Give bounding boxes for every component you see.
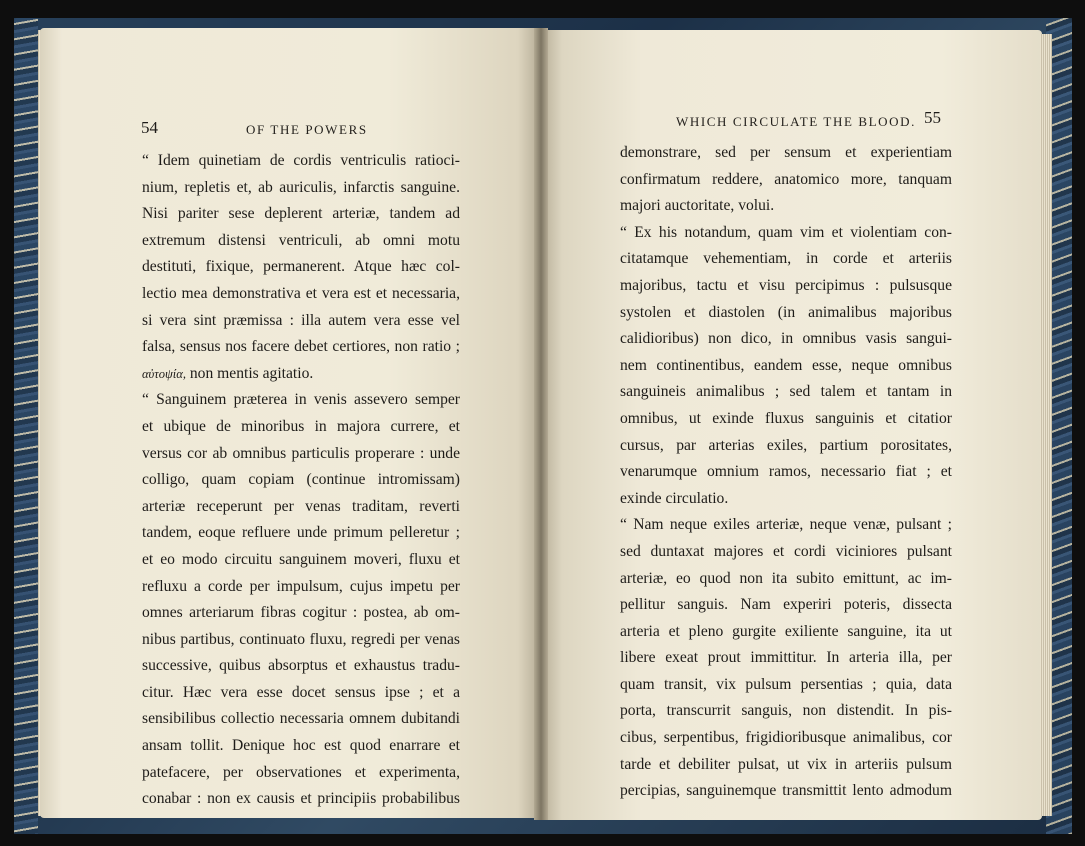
text-line xyxy=(142,653,460,680)
text-line-content: colligo, quam copiam (continue intromissam) xyxy=(142,471,460,489)
text-line xyxy=(620,167,952,194)
text-line-content: systolen et diastolen (in animalibus majoribus xyxy=(620,303,952,321)
text-line-content: percipias, sanguinemque transmittit lento admodum xyxy=(620,782,952,800)
text-line xyxy=(620,433,952,460)
text-line-content: non mentis agitatio. xyxy=(189,364,314,382)
text-line-content: falsa, sensus nos facere debet certiores, non ratio ; xyxy=(142,338,460,356)
text-line-content: pellitur sanguis. Nam experiri poteris, dissecta xyxy=(620,596,952,614)
text-line-content: omnibus, ut exinde fluxus sanguinis et citatior xyxy=(620,409,952,427)
text-line-content: “ Sanguinem præterea in venis assevero semper xyxy=(142,391,460,409)
page-text xyxy=(142,148,460,813)
text-line xyxy=(620,273,952,300)
text-line xyxy=(142,520,460,547)
text-line xyxy=(142,760,460,787)
text-line-content: arteria et pleno gurgite exiliente sanguine, ita ut xyxy=(620,622,952,640)
text-line xyxy=(620,672,952,699)
text-line-content: porta, transcurrit sanguis, non distendit. In pis- xyxy=(620,702,952,720)
text-line-content: “ Ex his notandum, quam vim et violentiam con- xyxy=(620,223,952,241)
book-gutter xyxy=(534,28,548,820)
page-text xyxy=(620,140,952,805)
text-line xyxy=(142,680,460,707)
text-line-content: refluxu a corde per impulsum, cujus impetu per xyxy=(142,577,460,595)
page-number: 54 xyxy=(141,118,158,137)
text-line xyxy=(620,725,952,752)
text-line xyxy=(620,619,952,646)
text-line-content: si vera sint præmissa : illa autem vera esse vel xyxy=(142,311,460,329)
text-line xyxy=(142,228,460,255)
text-line-content: citur. Hæc vera esse docet sensus ipse ; et a xyxy=(142,683,460,701)
text-line xyxy=(620,220,952,247)
text-line xyxy=(620,326,952,353)
text-line-content: citatamque vehementiam, in corde et arteriis xyxy=(620,250,952,268)
text-line-content: demonstrare, sed per sensum et experientiam xyxy=(620,144,952,161)
text-line-content: nem continentibus, eandem esse, neque omnibus xyxy=(620,356,952,374)
text-line-content: sanguineis animalibus ; sed talem et tantam in xyxy=(620,383,952,401)
text-line-content: successive, quibus absorptus et exhaustus tradu- xyxy=(142,657,460,675)
text-line xyxy=(142,574,460,601)
text-line-content: ansam tollit. Denique hoc est quod enarrare et xyxy=(142,737,460,755)
page-number: 55 xyxy=(924,108,941,127)
text-line-content: “ Idem quinetiam de cordis ventriculis ratioci- xyxy=(142,152,460,169)
text-line-content: conabar : non ex causis et principiis probabilibus xyxy=(142,790,460,808)
text-line xyxy=(620,246,952,273)
text-line-content: exinde circulatio. xyxy=(620,489,729,507)
text-line xyxy=(142,467,460,494)
text-line-content: lectio mea demonstrativa et vera est et necessaria, xyxy=(142,284,460,302)
text-line xyxy=(620,486,952,513)
text-line-content: cibus, serpentibus, frigidioribusque animalibus, cor xyxy=(620,729,952,747)
text-line xyxy=(142,600,460,627)
text-line-content: destituti, fixique, permanerent. Atque hæc col- xyxy=(142,258,460,276)
text-line-content: et ubique de minoribus in majora currere, et xyxy=(142,417,460,435)
text-line-content: arteriæ receperunt per venas traditam, reverti xyxy=(142,497,460,515)
text-line-content: extremum distensi ventriculi, ab omni motu xyxy=(142,231,460,249)
text-line-content: patefacere, per observationes et experimenta, xyxy=(142,763,460,781)
text-line xyxy=(620,752,952,779)
text-line-content: cursus, par arterias exiles, partium porositates, xyxy=(620,436,952,454)
text-line xyxy=(142,786,460,813)
text-line xyxy=(620,645,952,672)
text-line xyxy=(620,512,952,539)
text-line-content: calidioribus) non dico, in omnibus vasis sangui- xyxy=(620,330,952,348)
text-line-content: venarumque omnium ramos, necessario fiat ; et xyxy=(620,463,952,481)
text-line-content: nibus partibus, continuato fluxu, regredi per venas xyxy=(142,630,460,648)
text-line xyxy=(142,733,460,760)
text-line-content: libere exeat prout immittitur. In arteria illa, per xyxy=(620,649,952,667)
text-line xyxy=(142,308,460,335)
text-line-content: tarde et debiliter pulsat, ut vix in arteriis pulsum xyxy=(620,755,952,773)
text-line xyxy=(620,300,952,327)
right-page xyxy=(542,30,1042,820)
text-line-content: majori auctoritate, volui. xyxy=(620,197,775,215)
text-line-content: arteriæ, eo quod non ita subito emittunt, ac im- xyxy=(620,569,952,587)
text-line-content: quam transit, vix pulsum persentias ; quia, data xyxy=(620,675,952,693)
text-line-content: versus cor ab omnibus particulis properare : unde xyxy=(142,444,460,462)
text-line xyxy=(142,547,460,574)
text-line xyxy=(142,706,460,733)
text-line-content: Nisi pariter sese deplerent arteriæ, tandem ad xyxy=(142,205,460,223)
text-line xyxy=(620,592,952,619)
text-line xyxy=(142,361,460,388)
text-line xyxy=(620,459,952,486)
text-line xyxy=(142,441,460,468)
text-line xyxy=(142,627,460,654)
text-line-content: omnes arteriarum fibras cogitur : postea, ab om- xyxy=(142,604,460,622)
greek-word: αὐτοψία, xyxy=(142,366,186,381)
running-head: OF THE POWERS xyxy=(246,122,368,137)
text-line xyxy=(620,353,952,380)
text-line-content: nium, repletis et, ab auriculis, infarctis sanguine. xyxy=(142,178,460,196)
text-line xyxy=(142,334,460,361)
text-line-content: majoribus, tactu et visu percipimus : pulsusque xyxy=(620,276,952,294)
text-line xyxy=(142,387,460,414)
text-line xyxy=(620,778,952,805)
text-line xyxy=(142,254,460,281)
text-line xyxy=(142,201,460,228)
running-head: WHICH CIRCULATE THE BLOOD. xyxy=(676,114,916,129)
text-line-content: sensibilibus collectio necessaria omnem dubitandi xyxy=(142,710,460,728)
text-line xyxy=(620,406,952,433)
text-line xyxy=(142,175,460,202)
text-line-content: tandem, eoque refluere unde primum pelleretur ; xyxy=(142,524,460,542)
text-line xyxy=(620,539,952,566)
marbled-edge-left xyxy=(14,18,38,834)
text-line xyxy=(620,193,952,220)
text-line xyxy=(620,140,952,167)
text-line xyxy=(620,379,952,406)
text-line-content: sed duntaxat majores et cordi viciniores pulsant xyxy=(620,542,952,560)
text-line-content: et eo modo circuitu sanguinem moveri, fluxu et xyxy=(142,550,460,568)
text-line xyxy=(620,698,952,725)
text-line xyxy=(142,414,460,441)
text-line-content: “ Nam neque exiles arteriæ, neque venæ, pulsant ; xyxy=(620,516,952,534)
page-stack-right xyxy=(1040,34,1052,816)
text-line-content: confirmatum reddere, anatomico more, tanquam xyxy=(620,170,952,188)
text-line xyxy=(620,566,952,593)
text-line xyxy=(142,494,460,521)
text-line xyxy=(142,281,460,308)
left-page xyxy=(40,28,538,818)
text-line xyxy=(142,148,460,175)
